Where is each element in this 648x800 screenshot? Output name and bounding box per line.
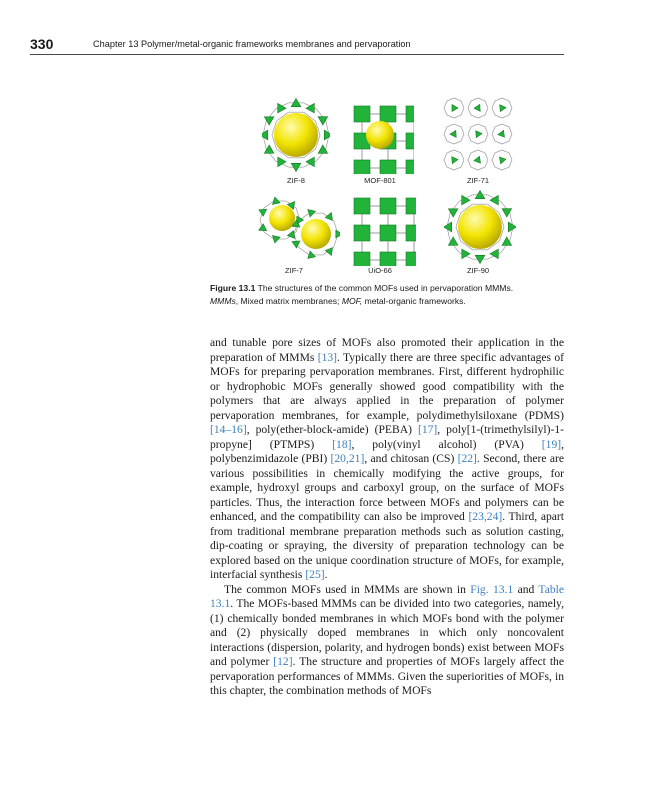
green-tetrahedron: [452, 157, 458, 164]
paragraph-text: , polybenzimidazole (PBI): [210, 437, 565, 465]
mof-panel-zif-71: [442, 96, 516, 174]
framework-bond: [447, 115, 454, 118]
framework-bond: [454, 115, 461, 118]
framework-bond: [461, 101, 464, 108]
framework-bond: [478, 124, 485, 127]
caption-abbr-mmms: MMMs: [210, 296, 236, 306]
green-tetrahedron: [474, 156, 481, 163]
green-cluster: [354, 198, 370, 214]
framework-bond: [298, 247, 309, 255]
paragraph-text: , poly(vinyl alcohol) (PVA): [351, 437, 542, 451]
paragraph-text: .: [324, 568, 328, 581]
framework-bond: [502, 98, 509, 101]
framework-bond: [471, 167, 478, 170]
framework-bond: [492, 160, 495, 167]
green-cluster: [406, 106, 414, 122]
mof-panel-zif-90: [444, 188, 516, 266]
framework-bond: [478, 141, 485, 144]
mof-illustration-zif-8: [262, 96, 330, 174]
framework-bond: [485, 153, 488, 160]
framework-bond: [502, 167, 509, 170]
paragraph-1: [210, 336, 564, 583]
yellow-pore-sphere: [458, 205, 502, 249]
green-cluster: [354, 160, 370, 174]
mof-label-mof-801: MOF-801: [364, 176, 396, 185]
figure-13-1: [0, 0, 648, 330]
reference-link[interactable]: [22]: [457, 452, 477, 465]
caption-def-mof: metal-organic frameworks.: [362, 296, 466, 306]
framework-bond: [495, 150, 502, 153]
framework-bond: [485, 127, 488, 134]
reference-link[interactable]: [18]: [332, 437, 352, 451]
mof-illustration-uio-66: [346, 188, 416, 266]
framework-bond: [444, 160, 447, 167]
running-title: Chapter 13 Polymer/metal-organic frameworks membranes and pervaporation: [93, 39, 411, 49]
green-cluster: [354, 225, 370, 241]
paragraph-text: . Second, there are various possibilities in chemically modifying the active groups, for example, hydroxyl groups and carboxyl group, on the surface of MOFs particles. Thus, the interaction force between MOFs and polymers can be enhanced, and the compatibility can also be improved: [210, 452, 564, 523]
framework-bond: [471, 124, 478, 127]
caption-text: The structures of the common MOFs used in pervaporation MMMs.: [255, 283, 514, 293]
green-cluster: [380, 198, 396, 214]
mof-label-zif-8: ZIF-8: [287, 176, 305, 185]
framework-bond: [468, 160, 471, 167]
framework-bond: [502, 150, 509, 153]
framework-bond: [495, 124, 502, 127]
yellow-pore-sphere: [301, 219, 331, 249]
green-tetrahedron: [476, 131, 482, 138]
framework-bond: [444, 134, 447, 141]
mof-label-zif-7: ZIF-7: [285, 266, 303, 275]
framework-bond: [447, 167, 454, 170]
framework-bond: [461, 108, 464, 115]
page-number: 330: [30, 36, 54, 52]
green-tetrahedron: [325, 248, 332, 256]
reference-link[interactable]: [20,21]: [330, 452, 365, 465]
framework-bond: [444, 108, 447, 115]
green-cluster: [354, 252, 370, 266]
green-cluster: [406, 252, 416, 266]
green-tetrahedron: [474, 104, 480, 111]
framework-bond: [454, 98, 461, 101]
framework-bond: [468, 127, 471, 134]
framework-bond: [509, 127, 512, 134]
framework-bond: [447, 150, 454, 153]
reference-link[interactable]: [25]: [305, 568, 325, 581]
framework-bond: [485, 108, 488, 115]
framework-bond: [454, 150, 461, 153]
mof-panel-zif-7: [258, 190, 340, 264]
framework-bond: [509, 134, 512, 141]
green-cluster: [380, 225, 396, 241]
framework-bond: [485, 160, 488, 167]
green-tetrahedron: [262, 130, 268, 140]
green-tetrahedron: [259, 224, 267, 231]
paragraph-text: , poly[1-(trimethylsilyl)-1-propyne] (PTMPS): [210, 423, 564, 451]
framework-bond: [461, 134, 464, 141]
framework-bond: [468, 108, 471, 115]
framework-bond: [444, 153, 447, 160]
framework-bond: [509, 160, 512, 167]
framework-bond: [447, 98, 454, 101]
reference-link[interactable]: Fig. 13.1: [470, 582, 514, 596]
mof-illustration-zif-71: [442, 96, 516, 174]
framework-bond: [478, 150, 485, 153]
framework-bond: [454, 141, 461, 144]
paragraph-text: , poly(ether-block-amide) (PEBA): [246, 423, 418, 436]
reference-link[interactable]: [23,24]: [468, 510, 503, 523]
framework-bond: [495, 167, 502, 170]
framework-bond: [509, 153, 512, 160]
paragraph-text: . The MOFs-based MMMs can be divided into two categories, namely, (1) chemically bonded membranes in which MOFs bond with the polymer and (2) physically doped membranes in which only noncovalent interactions (dispersion, polarity, and hydrogen bonds) exist between MOFs and polymer: [210, 597, 564, 668]
reference-link[interactable]: [14–16]: [210, 423, 247, 436]
green-tetrahedron: [498, 130, 505, 137]
framework-bond: [492, 153, 495, 160]
green-cluster: [354, 106, 370, 122]
green-cluster: [380, 106, 396, 122]
framework-bond: [454, 124, 461, 127]
framework-bond: [447, 124, 454, 127]
paragraph-text: and: [513, 582, 539, 596]
framework-bond: [468, 153, 471, 160]
caption-number: Figure 13.1: [210, 283, 256, 293]
yellow-pore-sphere: [274, 113, 318, 157]
framework-bond: [502, 124, 509, 127]
paragraph-2: [210, 583, 564, 699]
green-tetrahedron: [500, 105, 506, 112]
framework-bond: [478, 167, 485, 170]
reference-link[interactable]: [17]: [417, 423, 438, 436]
paragraph-text: . Third, apart from traditional membrane preparation methods such as solution casting, dip-coating or spraying, the diversity of preparation technology can be explored based on the unique coordination structure of MOFs, for example, interfacial synthesis: [210, 510, 564, 581]
yellow-pore-sphere: [269, 205, 295, 231]
framework-bond: [461, 153, 464, 160]
green-tetrahedron: [450, 130, 456, 137]
framework-bond: [492, 101, 495, 108]
framework-bond: [471, 150, 478, 153]
framework-bond: [461, 127, 464, 134]
reference-link[interactable]: [13]: [317, 350, 338, 364]
reference-link[interactable]: [12]: [273, 655, 293, 668]
green-cluster: [406, 133, 414, 149]
mof-label-uio-66: UiO-66: [368, 266, 392, 275]
green-cluster: [406, 198, 416, 214]
framework-bond: [471, 115, 478, 118]
caption-abbr-mof: MOF,: [341, 296, 363, 306]
mof-panel-mof-801: [346, 96, 414, 174]
green-cluster: [406, 160, 414, 174]
reference-link[interactable]: Table 13.1: [210, 582, 565, 610]
framework-bond: [478, 98, 485, 101]
mof-panel-zif-8: [262, 96, 330, 174]
green-tetrahedron: [336, 230, 340, 238]
paragraph-text: . The structure and properties of MOFs largely affect the pervaporation performances of MMMs. Given the superiorities of MOFs, in this chapter, the combination methods of MOFs: [210, 655, 564, 697]
framework-bond: [461, 160, 464, 167]
paragraph-text: , and chitosan (CS): [364, 452, 458, 465]
framework-bond: [471, 141, 478, 144]
mof-illustration-zif-7: [258, 190, 340, 264]
green-tetrahedron: [259, 209, 267, 216]
framework-bond: [492, 127, 495, 134]
paragraph-text: and tunable pore sizes of MOFs also promoted their application in the preparation of MMMs: [210, 336, 564, 364]
green-tetrahedron: [452, 105, 458, 112]
framework-bond: [492, 134, 495, 141]
framework-bond: [495, 115, 502, 118]
paragraph-text: . Typically there are three specific advantages of MOFs for preparing pervaporation membranes. First, different hydrophilic or hydrophobic MOFs generally showed good compatibility with the polymers that are always applied in the preparation of polymer pervaporation membranes, for example, polydimethylsiloxane (PDMS): [210, 350, 564, 422]
framework-bond: [492, 108, 495, 115]
green-cluster: [380, 252, 396, 266]
framework-bond: [509, 108, 512, 115]
mof-label-zif-90: ZIF-90: [466, 266, 490, 275]
yellow-pore-sphere: [366, 121, 394, 149]
mof-label-zif-71: ZIF-71: [466, 176, 490, 185]
green-tetrahedron: [499, 157, 506, 164]
framework-bond: [444, 127, 447, 134]
figure-caption: [210, 282, 570, 308]
body-text: [210, 336, 564, 699]
green-cluster: [380, 160, 396, 174]
framework-bond: [454, 167, 461, 170]
mof-illustration-mof-801: [346, 96, 414, 174]
mof-illustration-zif-90: [444, 188, 516, 266]
framework-bond: [485, 101, 488, 108]
framework-bond: [468, 134, 471, 141]
paragraph-text: The common MOFs used in MMMs are shown in: [224, 582, 471, 596]
framework-bond: [509, 101, 512, 108]
caption-def-mmms: , Mixed matrix membranes;: [235, 296, 342, 306]
framework-bond: [502, 141, 509, 144]
framework-bond: [444, 101, 447, 108]
reference-link[interactable]: [19]: [541, 437, 562, 451]
framework-bond: [447, 141, 454, 144]
framework-bond: [485, 134, 488, 141]
framework-bond: [468, 101, 471, 108]
green-tetrahedron: [325, 213, 332, 221]
framework-bond: [495, 98, 502, 101]
green-tetrahedron: [324, 130, 330, 140]
framework-bond: [471, 98, 478, 101]
framework-bond: [502, 115, 509, 118]
mof-panel-uio-66: [346, 188, 416, 266]
framework-bond: [495, 141, 502, 144]
framework-bond: [478, 115, 485, 118]
green-cluster: [406, 225, 416, 241]
